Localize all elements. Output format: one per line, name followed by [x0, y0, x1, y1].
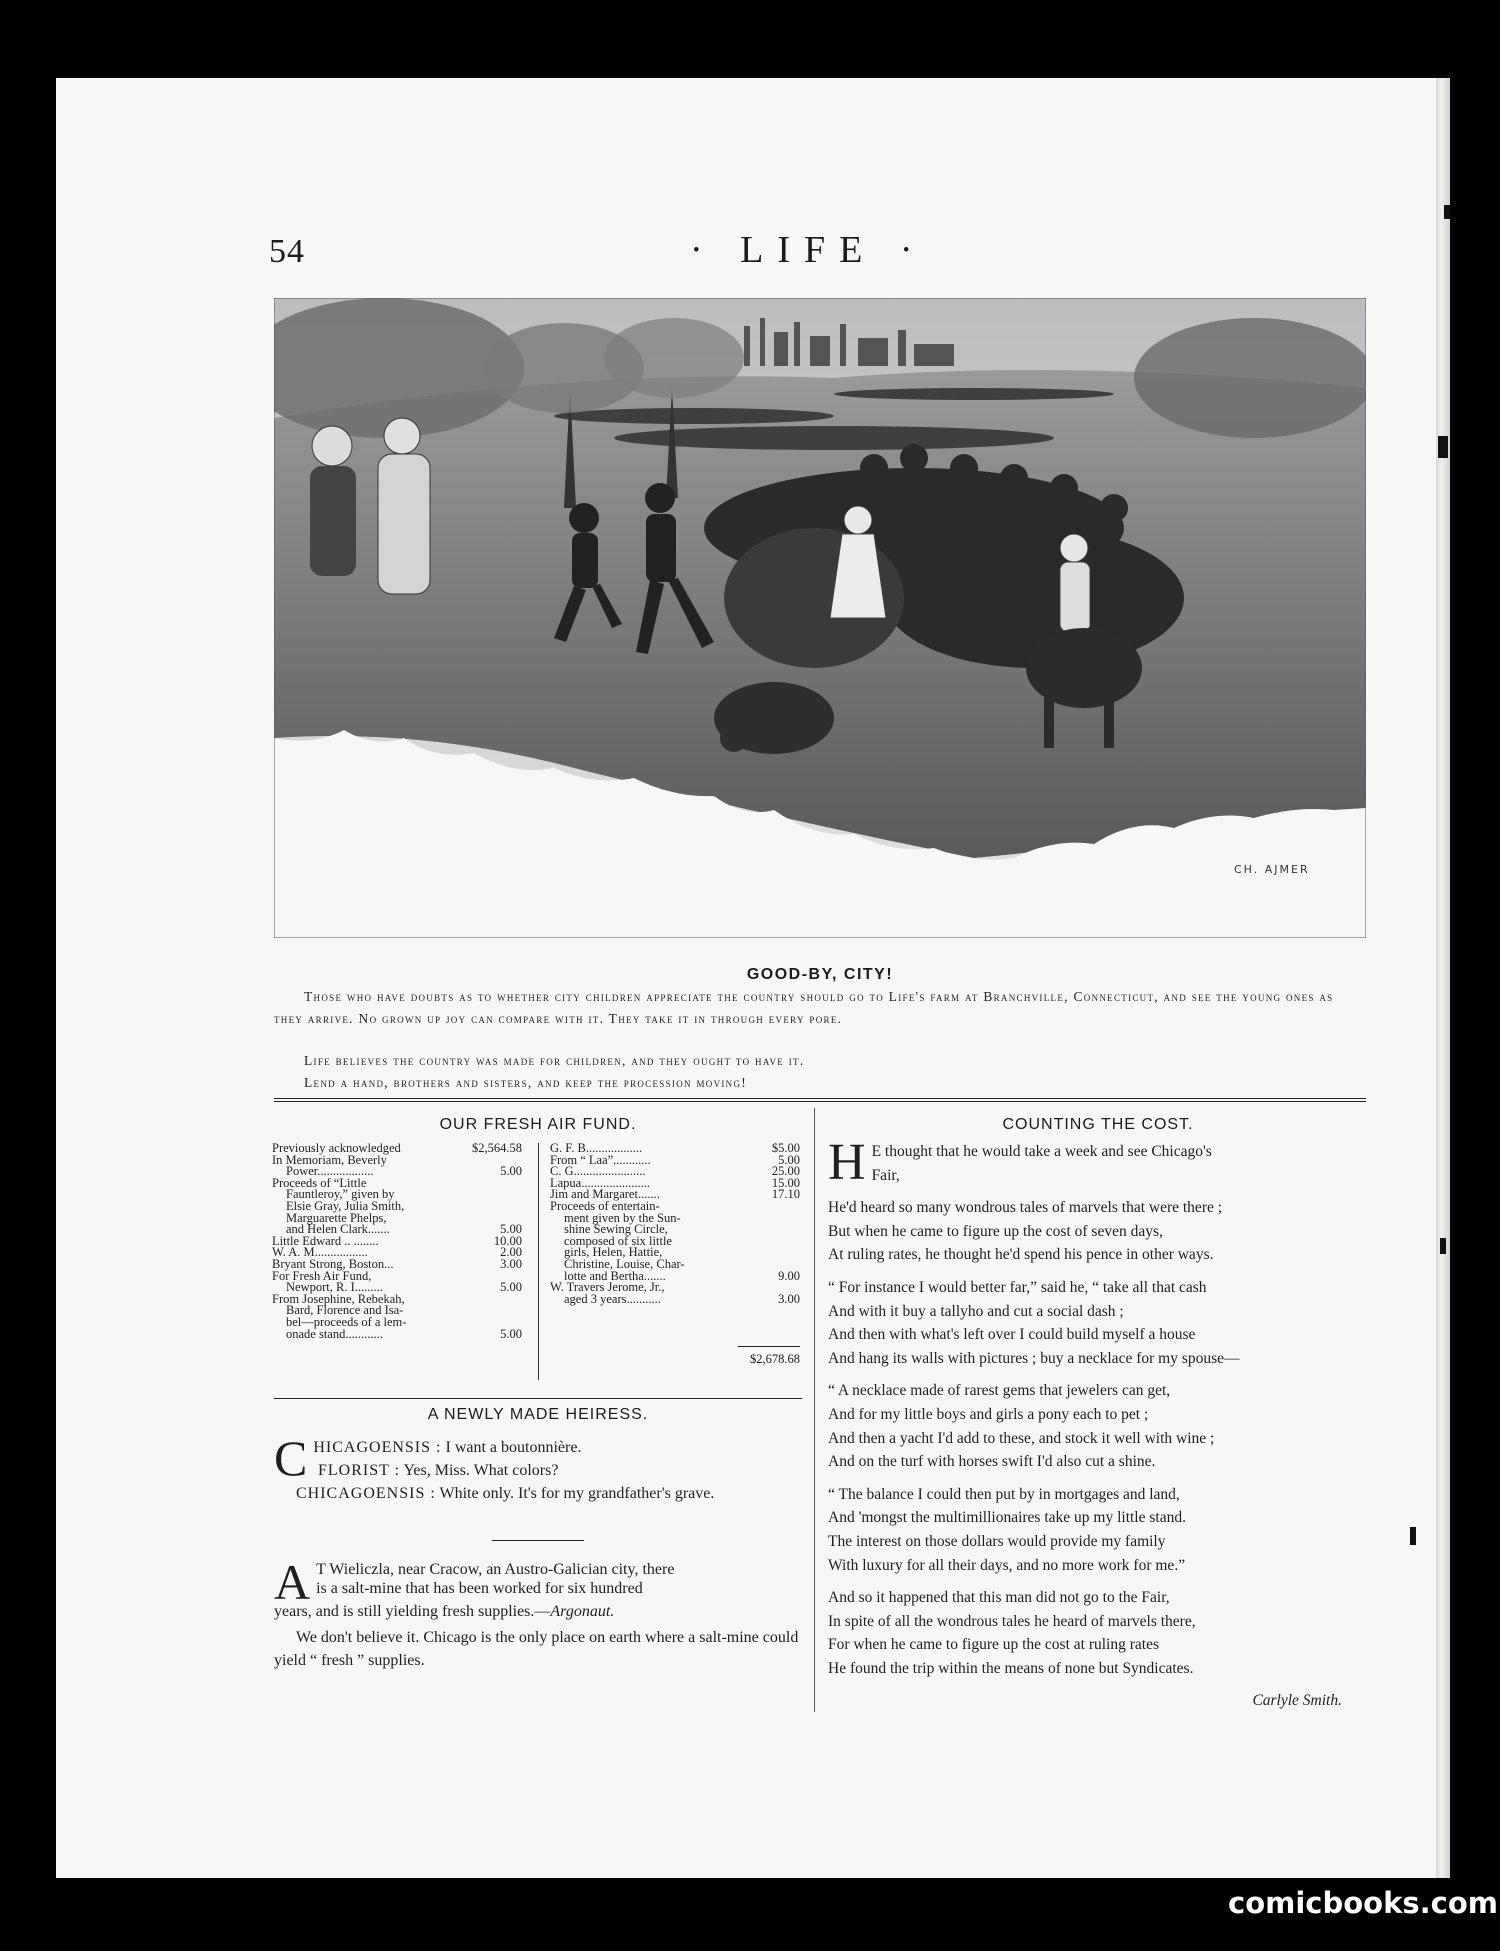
fund-donor: Newport, R. I.........	[286, 1280, 383, 1295]
fund-amount: 10.00	[493, 1233, 522, 1248]
poem-line: And for my little boys and girls a pony each to pet ;	[828, 1405, 1149, 1423]
poem-line: The interest on those dollars would provide my family	[828, 1532, 1166, 1550]
dialogue-line: CHICAGOENSIS : White only. It's for my grandfather's grave.	[296, 1485, 715, 1502]
poem-line: In spite of all the wondrous tales he heard of marvels there,	[828, 1612, 1196, 1630]
fund-donor: Fauntleroy,” given by	[286, 1187, 395, 1202]
text-line: years, and is still yielding fresh supplies.—Argonaut.	[274, 1603, 615, 1620]
fund-donor: Jim and Margaret.......	[550, 1187, 660, 1202]
heiress-dialogue	[274, 1430, 802, 1505]
binding-mark	[1438, 436, 1448, 458]
fund-donor: Power..................	[286, 1164, 374, 1179]
poem-stanza	[828, 1379, 1368, 1473]
page-number: 54	[269, 233, 305, 270]
poem-stanza	[828, 1483, 1368, 1577]
fund-donor: Marguarette Phelps,	[286, 1210, 387, 1225]
fund-amount: 3.00	[778, 1291, 800, 1306]
poem-title: COUNTING THE COST.	[1002, 1116, 1194, 1133]
fund-amount: $5.00	[771, 1141, 800, 1155]
fund-amount: 3.00	[500, 1256, 522, 1271]
fund-donor: W. Travers Jerome, Jr.,	[550, 1280, 665, 1295]
fund-amount	[756, 1236, 800, 1248]
fund-donor: shine Sewing Circle,	[564, 1222, 668, 1237]
fund-amount: 5.00	[500, 1164, 522, 1179]
fund-donor: From Josephine, Rebekah,	[272, 1291, 405, 1306]
column-divider	[814, 1108, 815, 1712]
fund-amount	[478, 1305, 522, 1317]
poem-line: Fair,	[871, 1166, 900, 1184]
fund-donor: For Fresh Air Fund,	[272, 1268, 372, 1283]
dialogue-line: FLORIST : Yes, Miss. What colors?	[318, 1462, 559, 1479]
illustration-signature: CH. AJMER	[1234, 863, 1310, 876]
binding-mark	[1444, 205, 1450, 219]
binding-mark	[1440, 1238, 1446, 1254]
fund-donor: Previously acknowledged	[272, 1141, 401, 1155]
fund-amount: 15.00	[771, 1175, 800, 1190]
poem-line: At ruling rates, he thought he'd spend his pence in other ways.	[828, 1246, 1214, 1264]
poem-line: And 'mongst the multimillionaires take up my little stand.	[828, 1509, 1186, 1527]
caption-title: GOOD-BY, CITY!	[746, 966, 894, 983]
fund-donor: C. G.......................	[550, 1164, 646, 1179]
poem-line: E thought that he would take a week and see Chicago's	[871, 1143, 1212, 1160]
fund-donor: W. A. M.................	[272, 1245, 368, 1260]
poem-line: With luxury for all their days, and no more work for me.”	[828, 1556, 1186, 1574]
fund-amount	[756, 1247, 800, 1259]
text-line: is a salt-mine that has been worked for six hundred	[316, 1580, 643, 1597]
poem-stanza	[828, 1276, 1368, 1370]
fund-donor: In Memoriam, Beverly	[272, 1152, 387, 1167]
poem-dropcap: H	[828, 1134, 866, 1191]
poem-line: But when he came to figure up the cost of seven days,	[828, 1222, 1163, 1240]
binding-mark	[1410, 1527, 1416, 1545]
poem-stanza	[828, 1586, 1368, 1680]
fund-donor: onade stand............	[286, 1326, 383, 1341]
fund-amount	[478, 1189, 522, 1201]
fund-amount: $2,564.58	[472, 1141, 522, 1155]
site-watermark: comicbooks.com	[1228, 1886, 1498, 1920]
fund-donor: Proceeds of entertain-	[550, 1198, 660, 1213]
heiress-dropcap: C	[274, 1430, 308, 1486]
section-divider	[274, 1101, 1366, 1102]
poem-line: And so it happened that this man did not go to the Fair,	[828, 1589, 1170, 1607]
poem-line: And hang its walls with pictures ; buy a necklace for my spouse—	[828, 1349, 1240, 1367]
caption-paragraph: Life believes the country was made for children, and they ought to have it.	[304, 1053, 805, 1068]
fund-amount: 5.00	[500, 1222, 522, 1237]
fund-amount: 17.10	[771, 1187, 800, 1202]
fund-donor: Elsie Gray, Julia Smith,	[286, 1198, 405, 1213]
fund-title: OUR FRESH AIR FUND.	[439, 1116, 637, 1133]
caption-paragraph: Lend a hand, brothers and sisters, and keep the procession moving!	[304, 1075, 748, 1090]
poem-line: And with it buy a tallyho and cut a social dash ;	[828, 1302, 1124, 1320]
fund-donor: Little Edward .. ........	[272, 1233, 379, 1248]
fund-amount: 5.00	[778, 1152, 800, 1167]
poem-line: He'd heard so many wondrous tales of marvels that were there ;	[828, 1199, 1223, 1217]
salt-mine-dropcap: A	[274, 1554, 311, 1610]
section-divider	[274, 1398, 802, 1399]
poem-author: Carlyle Smith.	[1252, 1692, 1342, 1710]
fund-amount	[756, 1201, 800, 1213]
fund-row	[550, 1291, 800, 1306]
poem-line: And then with what's left over I could build myself a house	[828, 1326, 1196, 1344]
fund-donor: composed of six little	[564, 1233, 672, 1248]
fund-donor: Bard, Florence and Isa-	[286, 1303, 404, 1318]
fund-donor: bel—proceeds of a lem-	[286, 1314, 407, 1329]
fund-column-right	[550, 1143, 800, 1305]
engraving-scene	[274, 298, 1366, 938]
poem-line: He found the trip within the means of none but Syndicates.	[828, 1659, 1194, 1677]
poem-line: “ The balance I could then put by in mortgages and land,	[828, 1485, 1180, 1503]
fund-amount	[478, 1201, 522, 1213]
poem-line: For when he came to figure up the cost at ruling rates	[828, 1636, 1159, 1654]
fund-amount	[478, 1178, 522, 1190]
fund-donor: ment given by the Sun-	[564, 1210, 681, 1225]
fund-donor: girls, Helen, Hattie,	[564, 1245, 663, 1260]
fund-row	[272, 1326, 522, 1341]
section-divider	[274, 1098, 1366, 1099]
fund-total: $2,678.68	[750, 1352, 800, 1366]
dialogue-line: HICAGOENSIS : I want a boutonnière.	[313, 1439, 582, 1456]
poem-line: “ A necklace made of rarest gems that jewelers can get,	[828, 1382, 1171, 1400]
salt-mine-item	[274, 1554, 802, 1672]
fund-donor: Christine, Louise, Char-	[564, 1256, 685, 1271]
fund-donor: From “ Laa”............	[550, 1152, 651, 1167]
heiress-title: A NEWLY MADE HEIRESS.	[427, 1406, 649, 1423]
poem-counting-the-cost	[828, 1134, 1368, 1713]
poem-line: “ For instance I would better far,” said he, “ take all that cash	[828, 1278, 1207, 1296]
fund-amount: 9.00	[778, 1268, 800, 1283]
page-spine-edge	[1436, 78, 1450, 1878]
text-line: T Wieliczla, near Cracow, an Austro-Galician city, there	[316, 1561, 675, 1578]
fund-column-left	[272, 1143, 522, 1340]
fund-amount	[756, 1213, 800, 1225]
fund-amount	[756, 1224, 800, 1236]
poem-opening	[828, 1134, 1368, 1191]
poem-line: And on the turf with horses swift I'd also cut a shine.	[828, 1453, 1156, 1471]
fallen-boy	[714, 682, 834, 754]
total-rule	[738, 1346, 800, 1347]
fund-amount: 25.00	[771, 1164, 800, 1179]
caption-paragraph: Those who have doubts as to whether city children appreciate the country should go to Life's farm at Branchville, Connecticut, and see the young ones as they arrive. No grown up joy can compare with it. They take it in through every pore.	[274, 989, 1334, 1026]
fund-amount	[478, 1294, 522, 1306]
illustration-good-by-city	[274, 298, 1366, 938]
fund-amount: 2.00	[500, 1245, 522, 1260]
fund-amount: 5.00	[500, 1326, 522, 1341]
masthead-title: · LIFE ·	[690, 229, 927, 271]
salt-mine-comment: We don't believe it. Chicago is the only place on earth where a salt-mine could yield “ fresh ” supplies.	[274, 1629, 799, 1669]
short-divider	[492, 1540, 584, 1541]
fund-donor: G. F. B..................	[550, 1141, 643, 1155]
fund-column-divider	[538, 1143, 539, 1380]
fund-donor: lotte and Bertha.......	[564, 1268, 666, 1283]
poem-stanza	[828, 1196, 1368, 1267]
fund-donor: Bryant Strong, Boston...	[272, 1256, 394, 1271]
fund-donor: Proceeds of “Little	[272, 1175, 367, 1190]
fund-donor: Lapua......................	[550, 1175, 650, 1190]
fund-donor: and Helen Clark.......	[286, 1222, 390, 1237]
poem-line: And then a yacht I'd add to these, and stock it well with wine ;	[828, 1429, 1215, 1447]
fund-donor: aged 3 years...........	[564, 1291, 661, 1306]
fund-amount: 5.00	[500, 1280, 522, 1295]
